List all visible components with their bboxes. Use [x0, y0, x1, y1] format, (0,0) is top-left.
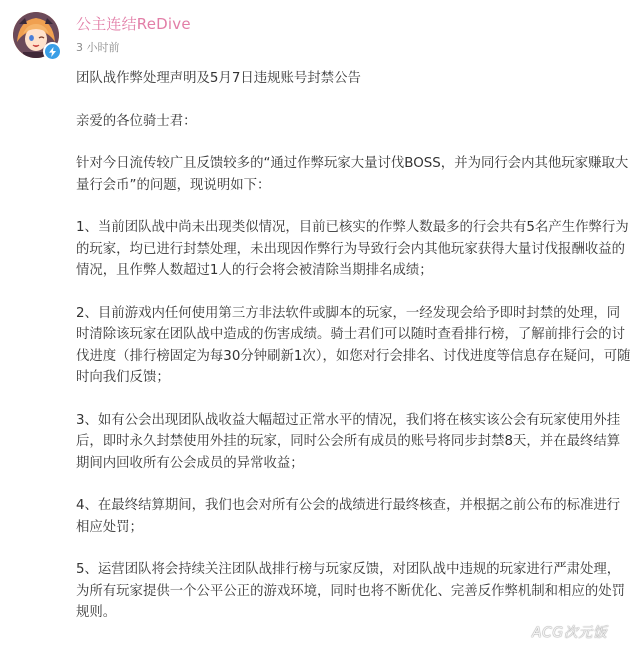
post-title: 团队战作弊处理声明及5月7日违规账号封禁公告 [76, 71, 361, 86]
post-paragraph-5: 5、运营团队将会持续关注团队战排行榜与玩家反馈，对团队战中违规的玩家进行严肃处理，为所有玩家提供一个公平公正的游戏环境，同时也将不断优化、完善反作弊机制和相应的处罚规则。 [76, 562, 626, 620]
post-paragraph-3: 3、如有公会出现团队战收益大幅超过正常水平的情况，我们将在核实该公会有玩家使用外挂后，即时永久封禁使用外挂的玩家，同时公会所有成员的账号将同步封禁8天，并在最终结算期间内回收所有公会成员的异常收益； [76, 412, 621, 471]
post-timestamp[interactable]: 3 小时前 [76, 41, 120, 54]
post-paragraph-4: 4、在最终结算期间，我们也会对所有公会的战绩进行最终核查，并根据之前公布的标准进行相应处罚； [76, 498, 621, 535]
post-intro: 针对今日流传较广且反馈较多的“通过作弊玩家大量讨伐BOSS，并为同行会内其他玩家赚取大量行会币”的问题，现说明如下： [76, 156, 629, 193]
post-header [0, 0, 640, 62]
post-paragraph-2: 2、目前游戏内任何使用第三方非法软件或脚本的玩家，一经发现会给予即时封禁的处理，同时清除该玩家在团队战中造成的伤害成绩。骑士君们可以随时查看排行榜，了解前排行会的讨伐进度（排行榜固定为每30分钟刷新1次），如您对行会排名、讨伐进度等信息存在疑问，可随时向我们反馈； [76, 305, 631, 385]
watermark: ACG次元饭 [532, 625, 608, 641]
post-paragraph-1: 1、当前团队战中尚未出现类似情况，目前已核实的作弊人数最多的行会共有5名产生作弊行为的玩家，均已进行封禁处理，未出现因作弊行为导致行会内其他玩家获得大量讨伐报酬收益的情况，且作弊人数超过1人的行会将会被清除当期排名成绩； [76, 220, 629, 278]
post-greeting: 亲爱的各位骑士君： [76, 113, 197, 129]
verified-lightning-icon [48, 47, 57, 57]
verified-badge [43, 42, 62, 61]
author-name-link[interactable]: 公主连结ReDive [76, 15, 191, 33]
post-body [76, 68, 632, 645]
